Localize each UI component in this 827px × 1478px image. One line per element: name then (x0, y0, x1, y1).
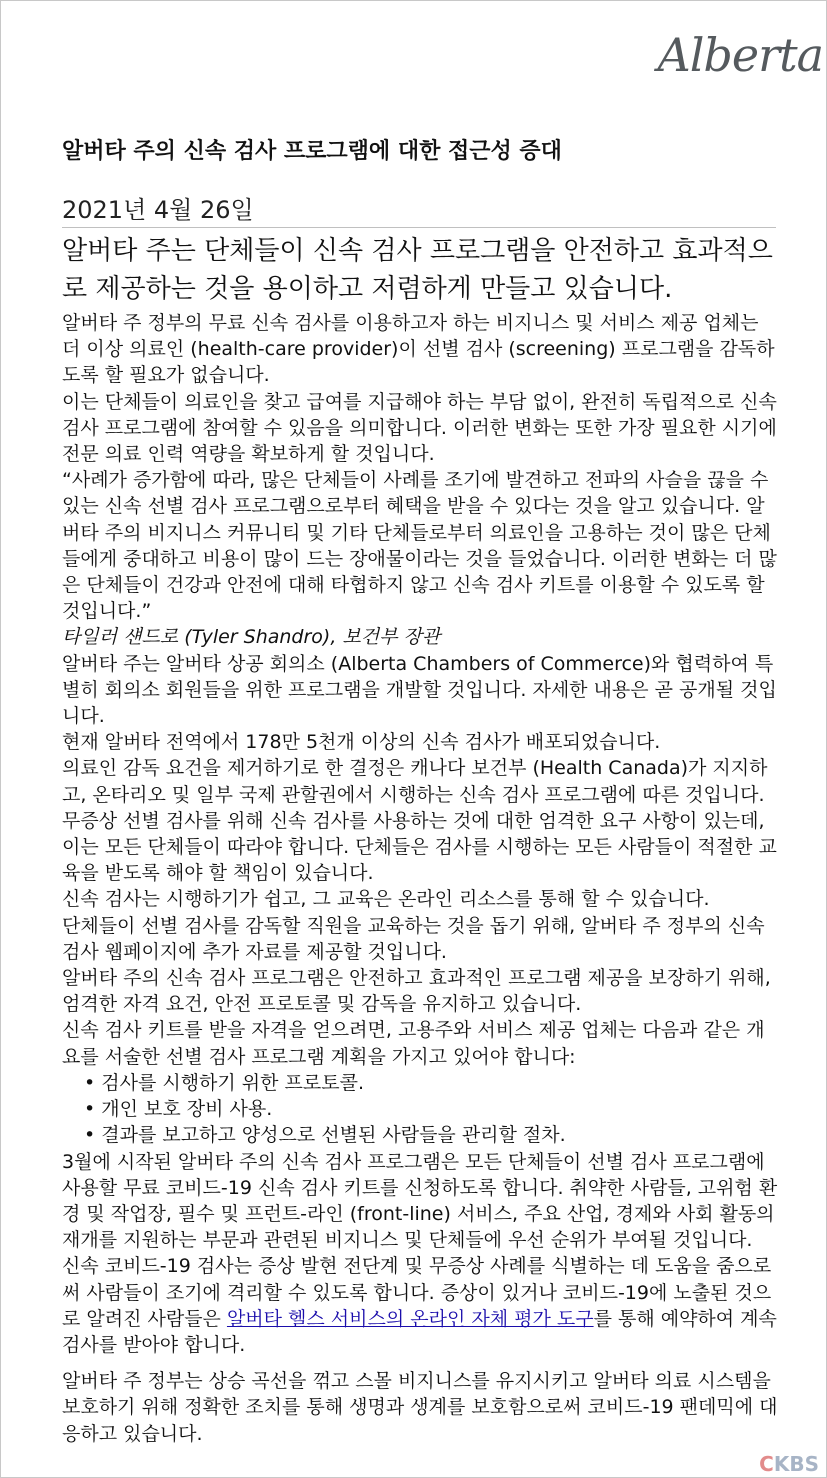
article-body (62, 310, 782, 1447)
self-assessment-link[interactable]: 알버타 헬스 서비스의 온라인 자체 평가 도구 (226, 1307, 594, 1330)
watermark-rest: KBS (773, 1452, 819, 1476)
paragraph-1: 알버타 주 정부의 무료 신속 검사를 이용하고자 하는 비지니스 및 서비스 제공 업체는 더 이상 의료인 (health-care provider)이 선별 검사 (screening) 프로그램을 감독하도록 할 필요가 없습니다. (62, 312, 775, 387)
paragraph-4: 현재 알버타 전역에서 178만 5천개 이상의 신속 검사가 배포되었습니다. (62, 731, 661, 754)
alberta-logo: Alberta (657, 28, 823, 82)
paragraph-12 (62, 1253, 782, 1358)
ckbs-watermark (759, 1452, 819, 1476)
minister-quote: “사례가 증가함에 따라, 많은 단체들이 사례를 조기에 발견하고 전파의 사슬을 끊을 수 있는 신속 선별 검사 프로그램으로부터 혜택을 받을 수 있다는 것을 알고 있습니다. 알버타 주의 비지니스 커뮤니티 및 기타 단체들로부터 의료인을 고용하는 것이 많은 단체들에게 중대하고 비용이 많이 드는 장애물이라는 것을 들었습니다. 이러한 변화는 더 많은 단체들이 건강과 안전에 대해 타협하지 않고 신속 검사 키트를 이용할 수 있도록 할 것입니다.” (62, 469, 777, 623)
article-headline: 알버타 주의 신속 검사 프로그램에 대한 접근성 증대 (62, 139, 562, 164)
article-lead: 알버타 주는 단체들이 신속 검사 프로그램을 안전하고 효과적으로 제공하는 것을 용이하고 저렴하게 만들고 있습니다. (62, 236, 773, 304)
paragraph-12-text-after: 를 통해 예약하여 계속 검사를 받아야 합니다. (62, 1307, 777, 1356)
article-date: 2021년 4월 26일 (62, 190, 776, 228)
paragraph-6: 무증상 선별 검사를 위해 신속 검사를 사용하는 것에 대한 엄격한 요구 사항이 있는데, 이는 모든 단체들이 따라야 합니다. 단체들은 검사를 시행하는 모든 사람들이 적절한 교육을 받도록 해야 할 책임이 있습니다. (62, 809, 777, 885)
paragraph-12-text-before: 신속 코비드-19 검사는 증상 발현 전단계 및 무증상 사례를 식별하는 데 도움을 줌으로써 사람들이 조기에 격리할 수 있도록 합니다. 증상이 있거나 코비드-19에 노출된 것으로 알려진 사람들은 (62, 1255, 772, 1330)
paragraph-9: 알버타 주의 신속 검사 프로그램은 안전하고 효과적인 프로그램 제공을 보장하기 위해, 엄격한 자격 요건, 안전 프로토콜 및 감독을 유지하고 있습니다. (62, 967, 771, 1016)
list-item: • 개인 보호 장비 사용. (84, 1096, 782, 1122)
paragraph-5: 의료인 감독 요건을 제거하기로 한 결정은 캐나다 보건부 (Health Canada)가 지지하고, 온타리오 및 일부 국제 관할권에서 시행하는 신속 검사 프로그램에 따른 것입니다. (62, 757, 768, 806)
paragraph-10: 신속 검사 키트를 받을 자격을 얻으려면, 고용주와 서비스 제공 업체는 다음과 같은 개요를 서술한 선별 검사 프로그램 계획을 가지고 있어야 합니다: (62, 1019, 765, 1068)
paragraph-2: 이는 단체들이 의료인을 찾고 급여를 지급해야 하는 부담 없이, 완전히 독립적으로 신속 검사 프로그램에 참여할 수 있음을 의미합니다. 이러한 변화는 또한 가장 필요한 시기에 전문 의료 인력 역량을 확보하게 할 것입니다. (62, 390, 777, 466)
paragraph-13: 알버타 주 정부는 상승 곡선을 꺾고 스몰 비지니스를 유지시키고 알버타 의료 시스템을 보호하기 위해 정확한 조치를 통해 생명과 생계를 보호함으로써 코비드-19 팬데믹에 대응하고 있습니다. (62, 1370, 778, 1445)
list-item: • 검사를 시행하기 위한 프로토콜. (84, 1070, 782, 1096)
watermark-prefix: C (759, 1452, 774, 1476)
paragraph-11: 3월에 시작된 알버타 주의 신속 검사 프로그램은 모든 단체들이 선별 검사 프로그램에 사용할 무료 코비드-19 신속 검사 키트를 신청하도록 합니다. 취약한 사람들, 고위험 환경 및 작업장, 필수 및 프런트-라인 (front-line) 서비스, 주요 산업, 경제와 사회 활동의 재개를 지원하는 부문과 관련된 비지니스 및 단체들에 우선 순위가 부여될 것입니다. (62, 1150, 778, 1252)
list-item: • 결과를 보고하고 양성으로 선별된 사람들을 관리할 절차. (84, 1122, 782, 1148)
requirements-list (62, 1070, 782, 1149)
quote-attribution: 타일러 섄드로 (Tyler Shandro), 보건부 장관 (62, 626, 441, 649)
paragraph-8: 단체들이 선별 검사를 감독할 직원을 교육하는 것을 돕기 위해, 알버타 주 정부의 신속 검사 웹페이지에 추가 자료를 제공할 것입니다. (62, 914, 765, 963)
paragraph-3: 알버타 주는 알버타 상공 회의소 (Alberta Chambers of Commerce)와 협력하여 특별히 회의소 회원들을 위한 프로그램을 개발할 것입니다. 자세한 내용은 곧 공개될 것입니다. (62, 652, 777, 728)
paragraph-7: 신속 검사는 시행하기가 쉽고, 그 교육은 온라인 리소스를 통해 할 수 있습니다. (62, 888, 710, 911)
